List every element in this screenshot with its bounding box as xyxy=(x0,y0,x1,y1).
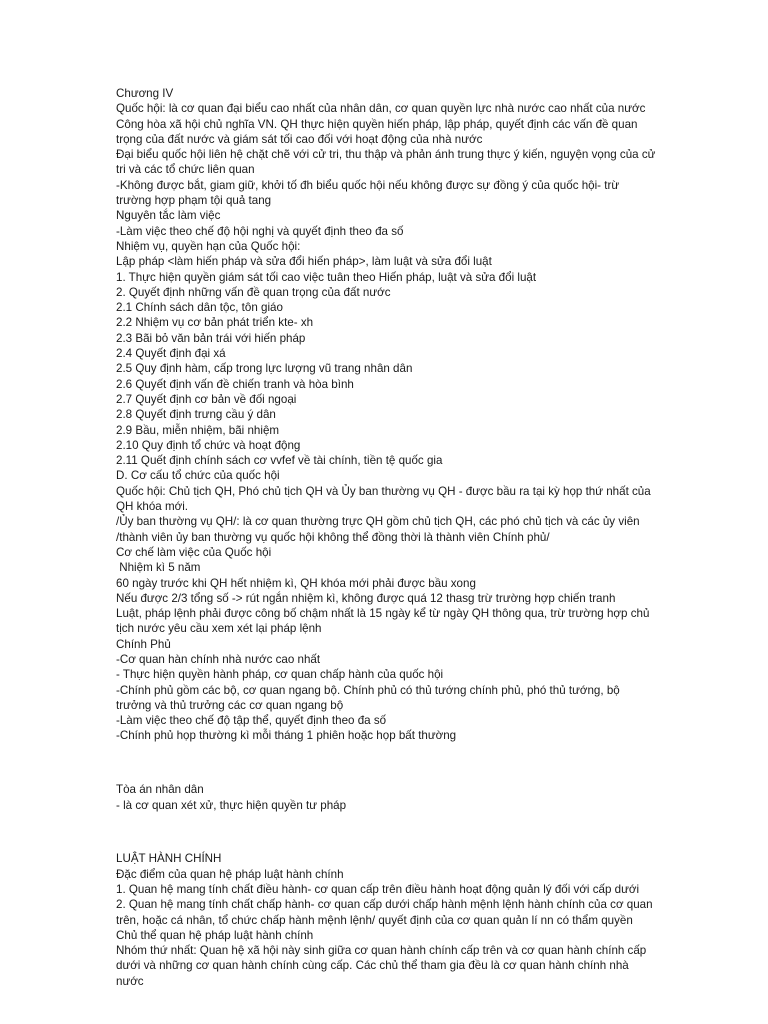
text-line: Lập pháp <làm hiến pháp và sửa đổi hiến pháp>, làm luật và sửa đổi luật xyxy=(116,255,492,269)
text-line: Nhiệm vụ, quyền hạn của Quốc hội: xyxy=(116,239,301,253)
text-line: Tòa án nhân dân xyxy=(116,783,204,797)
text-line: Quốc hội: Chủ tịch QH, Phó chủ tịch QH và Ủy ban thường vụ QH - được bầu ra tại kỳ họp thứ nhất của QH khóa mới. xyxy=(116,484,654,514)
text-line: 1. Thực hiện quyền giám sát tối cao việc tuân theo Hiến pháp, luật và sửa đổi luật xyxy=(116,270,537,284)
text-line: Quốc hội: là cơ quan đại biểu cao nhất của nhân dân, cơ quan quyền lực nhà nước cao nhất của nước Công hòa xã hội chủ nghĩa VN. QH thực hiện quyền hiến pháp, lập pháp, quyết định các vấn đề quan trọng của đất nước và giám sát tối cao đối với hoạt động của nhà nước xyxy=(116,102,649,146)
text-line: 2.2 Nhiệm vụ cơ bản phát triển kte- xh xyxy=(116,316,314,330)
text-line: 2.3 Bãi bỏ văn bản trái với hiến pháp xyxy=(116,331,306,345)
text-line: 2.11 Quết định chính sách cơ vvfef về tài chính, tiền tệ quốc gia xyxy=(116,454,443,468)
text-line: 2.9 Bầu, miễn nhiệm, bãi nhiệm xyxy=(116,423,280,437)
text-line: 2.5 Quy định hàm, cấp trong lực lượng vũ trang nhân dân xyxy=(116,362,413,376)
text-line: 2.1 Chính sách dân tộc, tôn giáo xyxy=(116,301,283,315)
text-line: Đại biểu quốc hội liên hệ chặt chẽ với cử tri, thu thập và phản ánh trung thực ý kiến, nguyện vọng của cử tri và các tổ chức liên quan xyxy=(116,148,659,177)
text-line: Chương IV xyxy=(116,87,174,100)
text-line: -Chính phủ gồm các bộ, cơ quan ngang bộ. Chính phủ có thủ tướng chính phủ, phó thủ tướng, bộ trưởng và thủ trưởng các cơ quan ngang bộ xyxy=(116,683,623,712)
text-line: Nhiệm kì 5 năm xyxy=(116,561,201,575)
text-line: Chủ thể quan hệ pháp luật hành chính xyxy=(116,928,314,942)
text-line: D. Cơ cấu tổ chức của quốc hội xyxy=(116,469,280,483)
blank-line xyxy=(116,755,656,770)
document-body xyxy=(116,86,659,989)
text-line: 2. Quyết định những vấn đề quan trọng của đất nước xyxy=(116,285,391,299)
text-line: Nguyên tắc làm việc xyxy=(116,209,221,223)
text-line: - Thực hiện quyền hành pháp, cơ quan chấp hành của quốc hội xyxy=(116,668,444,682)
text-line: 2.4 Quyết định đại xá xyxy=(116,347,226,361)
text-line: 2.8 Quyết định trưng cầu ý dân xyxy=(116,408,276,422)
text-line: 2.10 Quy định tổ chức và hoạt động xyxy=(116,438,301,452)
text-line: LUẬT HÀNH CHÍNH xyxy=(116,852,222,866)
text-line: Đặc điểm của quan hệ pháp luật hành chính xyxy=(116,867,344,881)
blank-line xyxy=(116,824,656,839)
text-line: - là cơ quan xét xử, thực hiện quyền tư pháp xyxy=(116,798,347,812)
text-line: -Làm việc theo chế độ hội nghị và quyết định theo đa số xyxy=(116,224,404,238)
text-line: -Không được bắt, giam giữ, khởi tố đh biểu quốc hội nếu không được sự đồng ý của quốc hội- trừ trường hợp phạm tội quả tang xyxy=(116,178,623,208)
text-line: /Ủy ban thường vụ QH/: là cơ quan thường trực QH gồm chủ tịch QH, các phó chủ tịch và các ủy viên /thành viên ủy ban thường vụ quốc hội không thể đồng thời là thành viên Chính phủ/ xyxy=(116,515,643,544)
text-line: 1. Quan hệ mang tính chất điều hành- cơ quan cấp trên điều hành hoạt động quản lý đối với cấp dưới xyxy=(116,882,640,896)
text-line: -Làm việc theo chế độ tập thể, quyết định theo đa số xyxy=(116,714,387,728)
text-line: Cơ chế làm việc của Quốc hội xyxy=(116,545,272,559)
text-line: -Cơ quan hàn chính nhà nước cao nhất xyxy=(116,652,321,666)
text-line: Chính Phủ xyxy=(116,637,171,651)
text-line: Luật, pháp lệnh phải được công bố chậm nhất là 15 ngày kể từ ngày QH thông qua, trừ trường hợp chủ tịch nước yêu cầu xem xét lại pháp lệnh xyxy=(116,607,653,636)
text-line: Nếu được 2/3 tổng số -> rút ngắn nhiệm kì, không được quá 12 thasg trừ trường hợp chiến tranh xyxy=(116,591,616,605)
text-line: -Chính phủ họp thường kì mỗi tháng 1 phiên hoặc họp bất thường xyxy=(116,729,457,743)
text-line: 60 ngày trước khi QH hết nhiệm kì, QH khóa mới phải được bầu xong xyxy=(116,576,476,590)
text-line: 2. Quan hệ mang tính chất chấp hành- cơ quan cấp dưới chấp hành mệnh lệnh hành chính của cơ quan trên, hoặc cá nhân, tổ chức chấp hành mệnh lệnh/ quyết định của cơ quan quản lí nn có thẩm quyền xyxy=(116,898,656,927)
text-line: 2.6 Quyết định vấn đề chiến tranh và hòa bình xyxy=(116,377,354,391)
text-line: Nhóm thứ nhất: Quan hệ xã hội này sinh giữa cơ quan hành chính cấp trên và cơ quan hành chính cấp dưới và những cơ quan hành chính cùng cấp. Các chủ thể tham gia đều là cơ quan hành chính nhà nước xyxy=(116,944,650,988)
text-line: 2.7 Quyết định cơ bản về đối ngoại xyxy=(116,392,297,406)
